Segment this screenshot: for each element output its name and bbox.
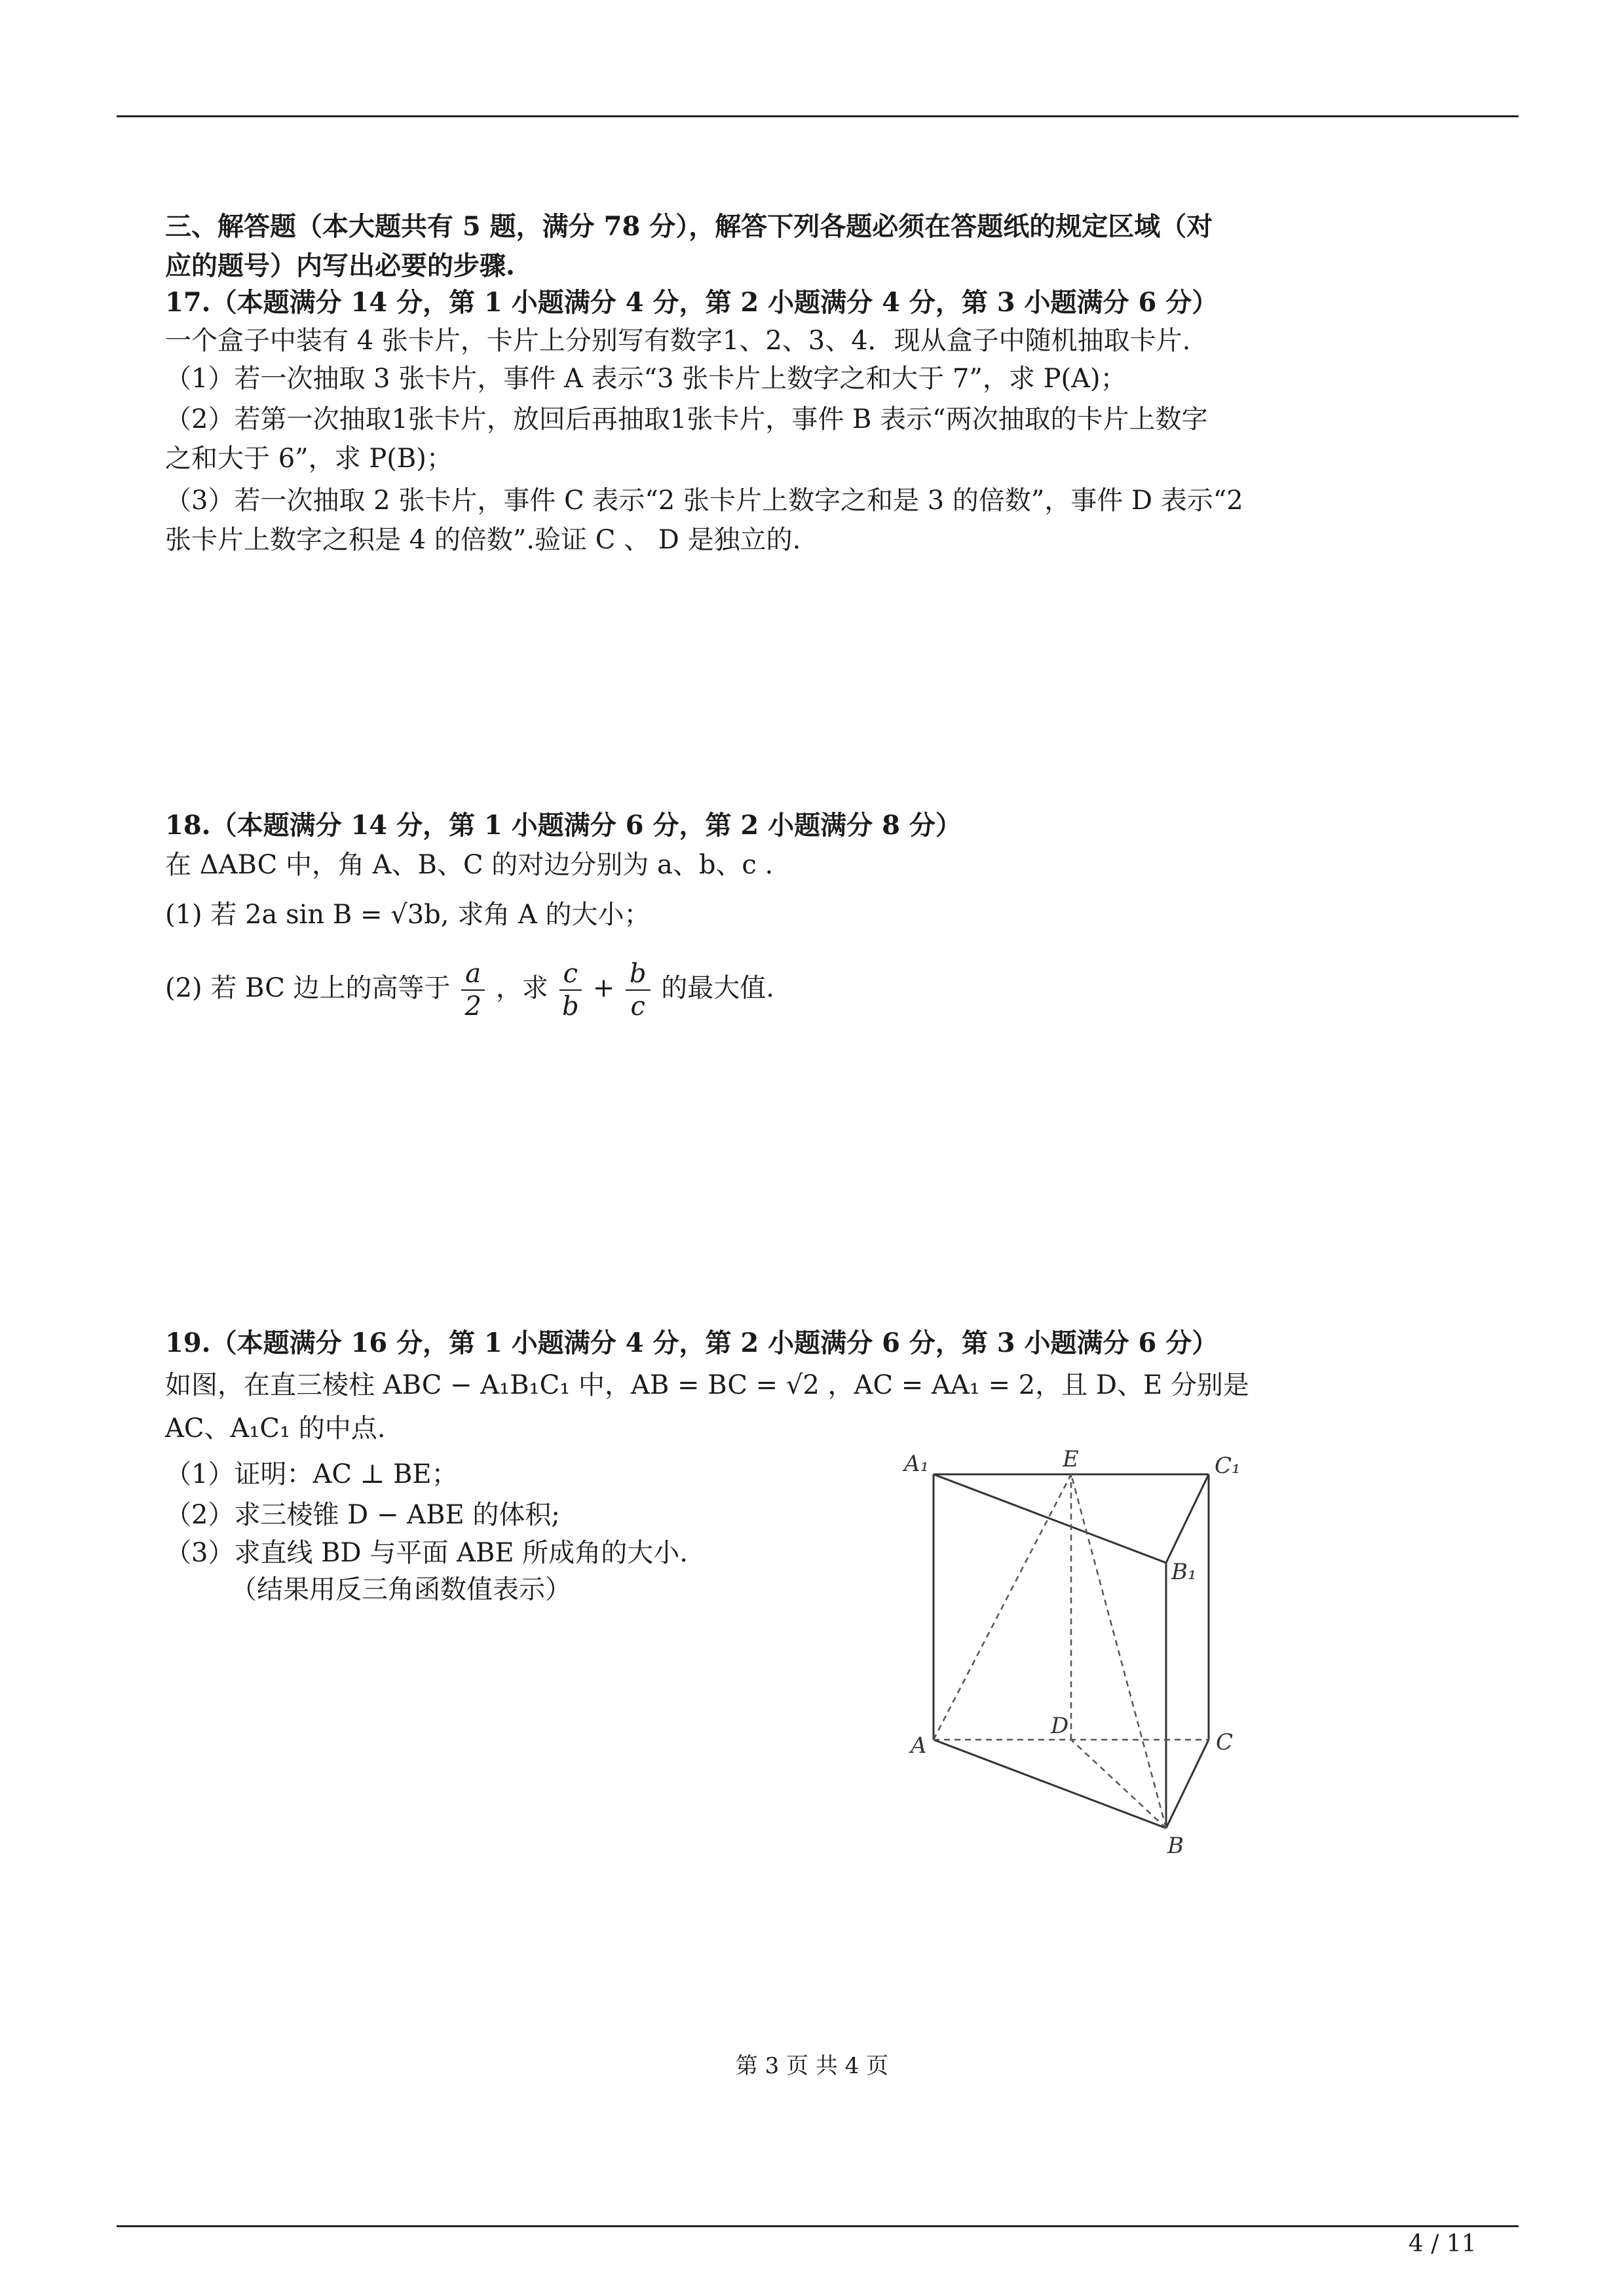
q19-intro-line1: 如图，在直三棱柱 ABC − A₁B₁C₁ 中，AB = BC = √2 ，AC = AA₁ = 2，且 D、E 分别是 [165,1370,1249,1400]
edge-A1-B1 [934,1474,1166,1563]
fraction-c-over-b [559,958,582,1022]
page-footer: 第 3 页 共 4 页 [735,2053,889,2079]
q17-part2-line2: 之和大于 6”，求 P(B)； [165,444,453,474]
q18-part2-post: 的最大值. [661,973,774,1003]
section-title-line1: 三、解答题（本大题共有 5 题，满分 78 分），解答下列各题必须在答题纸的规定区域（对 [165,211,1213,242]
label-B: B [1167,1833,1184,1859]
q19-header: 19.（本题满分 16 分，第 1 小题满分 4 分，第 2 小题满分 6 分，第 3 小题满分 6 分） [165,1328,1218,1358]
q19-part3: （3）求直线 BD 与平面 ABE 所成角的大小. [165,1538,688,1568]
label-A: A [911,1732,927,1759]
label-C: C [1216,1729,1234,1755]
frac-b-numerator: b [626,958,651,991]
q18-part2 [165,958,774,1022]
plus-sign: + [592,973,615,1003]
label-D: D [1051,1713,1069,1739]
q19-part2: （2）求三棱锥 D − ABE 的体积; [165,1500,560,1530]
fraction-b-over-c [626,958,651,1022]
q18-header: 18.（本题满分 14 分，第 1 小题满分 6 分，第 2 小题满分 8 分） [165,810,962,841]
frac-a-denominator: 2 [464,991,482,1022]
q19-part1: （1）证明：AC ⊥ BE； [165,1459,458,1489]
q17-part2-line1: （2）若第一次抽取1张卡片，放回后再抽取1张卡片，事件 B 表示“两次抽取的卡片上数字 [165,404,1208,434]
bottom-rule [117,2225,1519,2227]
edge-B1-C1 [1166,1474,1209,1563]
q18-part2-pre: (2) 若 BC 边上的高等于 [165,973,451,1003]
prism-figure [897,1442,1264,1861]
q19-intro-line2: AC、A₁C₁ 的中点. [165,1413,386,1444]
edge-A-E-dashed [934,1474,1071,1740]
label-A1: A₁ [904,1451,930,1477]
q17-part3-line2: 张卡片上数字之积是 4 的倍数”.验证 C 、 D 是独立的. [165,525,801,555]
q18-part1: (1) 若 2a sin B = √3b, 求角 A 的大小； [165,900,651,930]
section-title-line2: 应的题号）内写出必要的步骤. [165,250,515,281]
frac-c-denominator: b [561,991,579,1022]
q18-intro: 在 ΔABC 中，角 A、B、C 的对边分别为 a、b、c . [165,850,774,880]
edge-B-D-dashed [1071,1740,1166,1828]
frac-b-denominator: c [630,991,645,1022]
q17-header: 17.（本题满分 14 分，第 1 小题满分 4 分，第 2 小题满分 4 分，第 3 小题满分 6 分） [165,287,1218,318]
top-rule [117,115,1519,117]
frac-a-numerator: a [461,958,485,991]
edge-A-B [934,1740,1166,1828]
label-C1: C₁ [1215,1453,1241,1479]
q17-part1: （1）若一次抽取 3 张卡片，事件 A 表示“3 张卡片上数字之和大于 7”，求 P(A)； [165,364,1127,394]
label-B1: B₁ [1171,1559,1197,1585]
edge-B-C [1166,1740,1209,1828]
fraction-a-over-2 [461,958,485,1022]
q18-part2-mid: ，求 [495,973,548,1003]
label-E: E [1063,1446,1079,1472]
q17-part3-line1: （3）若一次抽取 2 张卡片，事件 C 表示“2 张卡片上数字之和是 3 的倍数”，事件 D 表示“2 [165,486,1243,516]
page-number: 4 / 11 [1408,2230,1477,2257]
edge-B-E-dashed [1071,1474,1166,1828]
frac-c-numerator: c [559,958,582,991]
q19-part3-note: （结果用反三角函数值表示） [231,1575,571,1605]
q17-intro: 一个盒子中装有 4 张卡片，卡片上分别写有数字1、2、3、4．现从盒子中随机抽取卡片. [165,326,1191,356]
